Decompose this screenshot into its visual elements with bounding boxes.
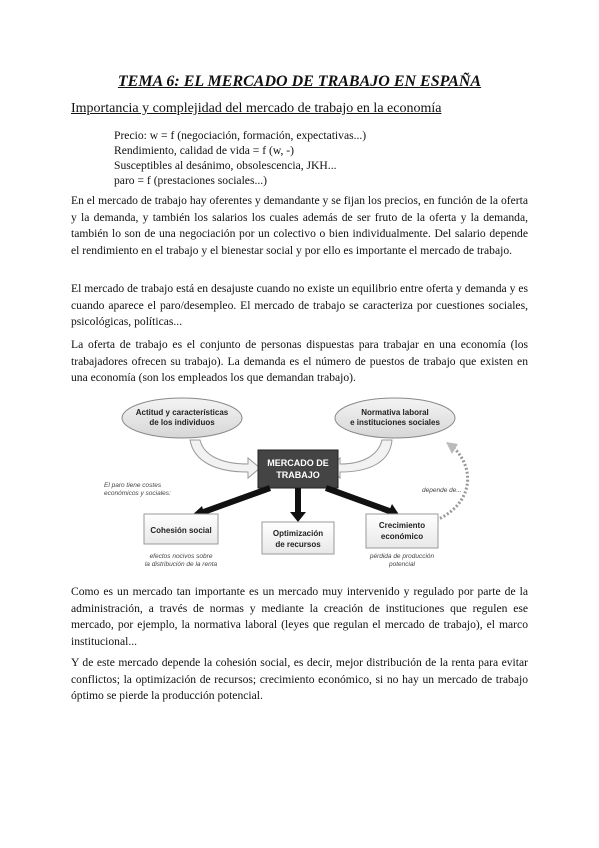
page-title: TEMA 6: EL MERCADO DE TRABAJO EN ESPAÑA <box>117 73 482 90</box>
left-curved-arrow <box>190 440 260 478</box>
paragraph: Y de este mercado depende la cohesión social, es decir, mejor distribución de la renta para evitar conflictos; la optimización de recursos; crecimiento económico, si no hay un mercado de trabajo óptimo se pierde la producción potencial. <box>71 656 528 702</box>
paragraph: El mercado de trabajo está en desajuste cuando no existe un equilibrio entre oferta y demanda y es cuando aparece el paro/desempleo. El mercado de trabajo se caracteriza por cuestiones sociales, psicológicas, políticas... <box>71 282 528 328</box>
feedback-arc <box>425 446 468 524</box>
paragraph: La oferta de trabajo es el conjunto de personas dispuestas para trabajar en una economía (los trabajadores ofrecen su trabajo). La demanda es el número de puestos de trabajo que existen en una economía (son los empleados los que demandan trabajo). <box>71 338 528 384</box>
right-oval-label: e instituciones sociales <box>350 418 440 427</box>
paragraph: Como es un mercado tan importante es un mercado muy intervenido y regulado por parte de la administración, a través de normas y mediante la creación de instituciones que regulen ese mercado, por ejemplo, la normativa laboral (leyes que regulan el mercado de trabajo), el marco institucional... <box>71 585 528 648</box>
caption-right: pérdida de producción <box>369 553 435 560</box>
center-box <box>258 450 338 488</box>
left-oval-label: Actitud y características <box>135 408 229 417</box>
center-box-label: MERCADO DE <box>267 458 329 468</box>
growth-box <box>366 514 438 548</box>
cohesion-label: Cohesión social <box>150 526 212 535</box>
arrow-to-optimization-head <box>290 512 306 522</box>
optimization-label: Optimización <box>272 529 324 538</box>
caption-right: potencial <box>388 561 416 568</box>
optimization-label: de recursos <box>275 540 321 549</box>
formula-line: Precio: w = f (negociación, formación, expectativas...) <box>114 129 367 142</box>
growth-label: Crecimiento <box>378 521 426 530</box>
caption-left: efectos nocivos sobre <box>149 553 213 560</box>
left-oval-label: de los individuos <box>149 418 215 427</box>
arrow-to-growth <box>326 488 392 512</box>
caption-left: la distribución de la renta <box>144 561 218 568</box>
growth-label: económico <box>380 532 424 541</box>
right-oval-label: Normativa laboral <box>361 408 429 417</box>
formula-line: Susceptibles al desánimo, obsolescencia, JKH... <box>114 159 337 172</box>
formula-line: Rendimiento, calidad de vida = f (w, -) <box>114 144 294 157</box>
note-left: El paro tiene costes <box>104 482 162 489</box>
center-box-label: TRABAJO <box>276 470 320 480</box>
note-left: económicos y sociales: <box>104 490 171 497</box>
optimization-box <box>262 522 334 554</box>
formula-list <box>114 128 366 188</box>
formula-line: paro = f (prestaciones sociales...) <box>114 174 268 187</box>
note-right: depende de... <box>422 487 462 494</box>
paragraph: En el mercado de trabajo hay oferentes y demandante y se fijan los precios, en función de la oferta y la demanda, y también los salarios los cuales además de ser fruto de la oferta y la demanda, también lo son de una negociación por un colectivo o bien individualmente. Del salario depende el rendimiento en el trabajo y el bienestar social y por ello es importante el mercado de trabajo. <box>71 194 528 257</box>
section-subtitle: Importancia y complejidad del mercado de trabajo en la economía <box>71 101 442 116</box>
arrow-to-cohesion <box>198 488 270 514</box>
labor-market-diagram <box>100 392 500 572</box>
